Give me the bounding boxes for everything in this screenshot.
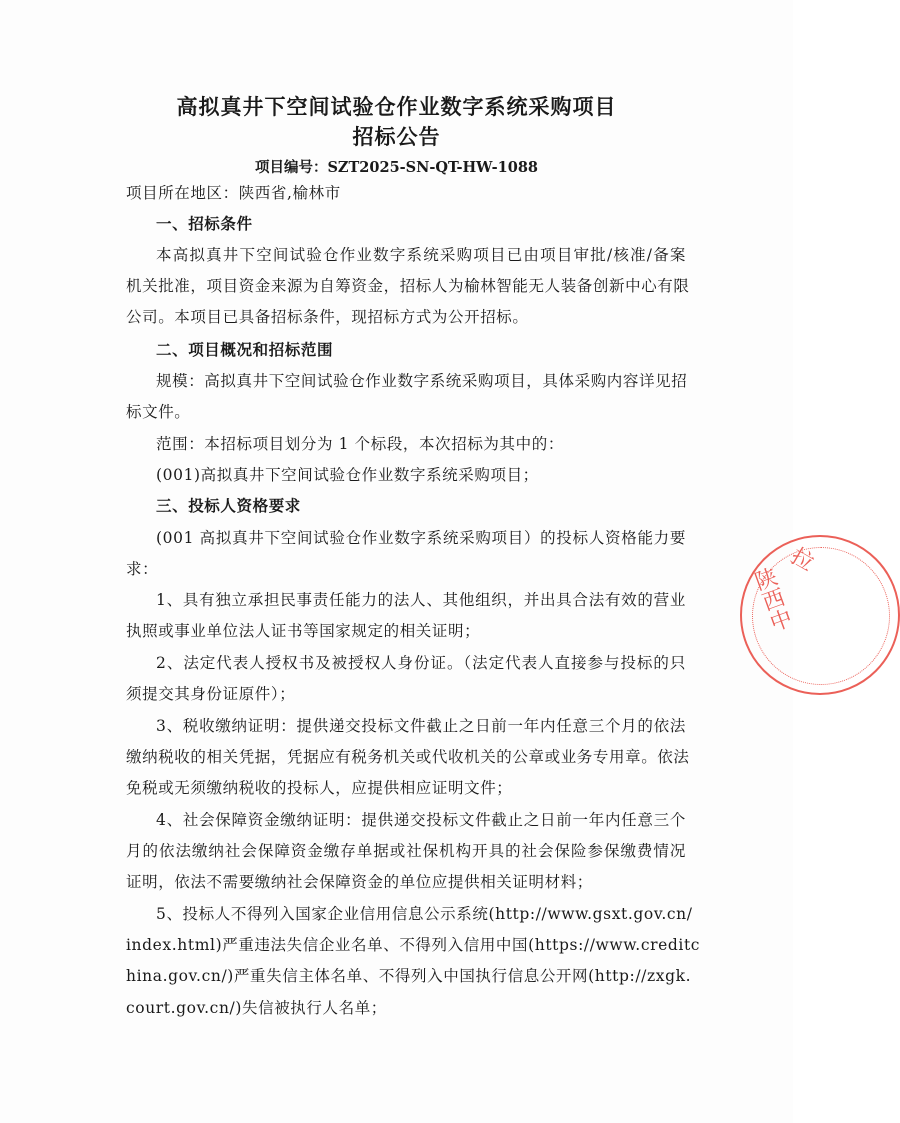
paragraph-line: 标文件。 xyxy=(126,403,191,421)
paragraph-line: 机关批准，项目资金来源为自筹资金，招标人为榆林智能无人装备创新中心有限 xyxy=(126,277,690,295)
requirement-item: 3、税收缴纳证明：提供递交投标文件截止之日前一年内任意三个月的依法 xyxy=(156,717,686,735)
requirement-item: 4、社会保障资金缴纳证明：提供递交投标文件截止之日前一年内任意三个 xyxy=(156,811,686,829)
section-heading-bidder-qualifications: 三、投标人资格要求 xyxy=(156,496,301,515)
project-number: 项目编号：SZT2025-SN-QT-HW-1088 xyxy=(254,159,539,176)
paragraph-line: hina.gov.cn/)严重失信主体名单、不得列入中国执行信息公开网(http://zxgk. xyxy=(126,967,692,985)
seal-text: 陕西中 xyxy=(748,564,795,636)
section-heading-project-overview: 二、项目概况和招标范围 xyxy=(156,340,334,359)
paragraph-line: 范围：本招标项目划分为 1 个标段，本次招标为其中的： xyxy=(156,435,564,453)
paragraph-line: (001)高拟真井下空间试验仓作业数字系统采购项目； xyxy=(156,466,539,484)
paragraph-line: 证明，依法不需要缴纳社会保障资金的单位应提供相关证明材料； xyxy=(126,873,593,891)
requirement-item: 2、法定代表人授权书及被授权人身份证。（法定代表人直接参与投标的只 xyxy=(156,654,686,672)
requirement-item: 1、具有独立承担民事责任能力的法人、其他组织，并出具合法有效的营业 xyxy=(156,591,686,609)
paragraph-line: 公司。本项目已具备招标条件，现招标方式为公开招标。 xyxy=(126,308,529,326)
section-heading-tender-conditions: 一、招标条件 xyxy=(156,214,253,233)
paragraph-line: 缴纳税收的相关凭据，凭据应有税务机关或代收机关的公章或业务专用章。依法 xyxy=(126,748,690,766)
paragraph-line: index.html)严重违法失信企业名单、不得列入信用中国(https://www.creditc xyxy=(126,936,701,954)
paragraph-line: 须提交其身份证原件）； xyxy=(126,685,296,703)
paragraph-line: 月的依法缴纳社会保障资金缴存单据或社保机构开具的社会保险参保缴费情况 xyxy=(126,842,686,860)
paragraph-line: 免税或无须缴纳税收的投标人，应提供相应证明文件； xyxy=(126,779,513,797)
paragraph-line: court.gov.cn/)失信被执行人名单； xyxy=(126,999,387,1017)
paragraph-line: 本高拟真井下空间试验仓作业数字系统采购项目已由项目审批/核准/备案 xyxy=(156,246,686,264)
paragraph-line: 求： xyxy=(126,560,159,578)
document-subtitle: 招标公告 xyxy=(352,124,441,149)
company-seal xyxy=(740,535,900,695)
project-region: 项目所在地区：陕西省,榆林市 xyxy=(126,184,341,202)
paragraph-line: 执照或事业单位法人证书等国家规定的相关证明； xyxy=(126,622,481,640)
seal-text-top: 拉 xyxy=(786,543,818,577)
paragraph-line: (001 高拟真井下空间试验仓作业数字系统采购项目）的投标人资格能力要 xyxy=(156,529,686,547)
paragraph-line: 规模：高拟真井下空间试验仓作业数字系统采购项目，具体采购内容详见招 xyxy=(156,372,688,390)
requirement-item: 5、投标人不得列入国家企业信用信息公示系统(http://www.gsxt.gov.cn/ xyxy=(156,905,693,923)
document-title: 高拟真井下空间试验仓作业数字系统采购项目 xyxy=(176,94,617,119)
